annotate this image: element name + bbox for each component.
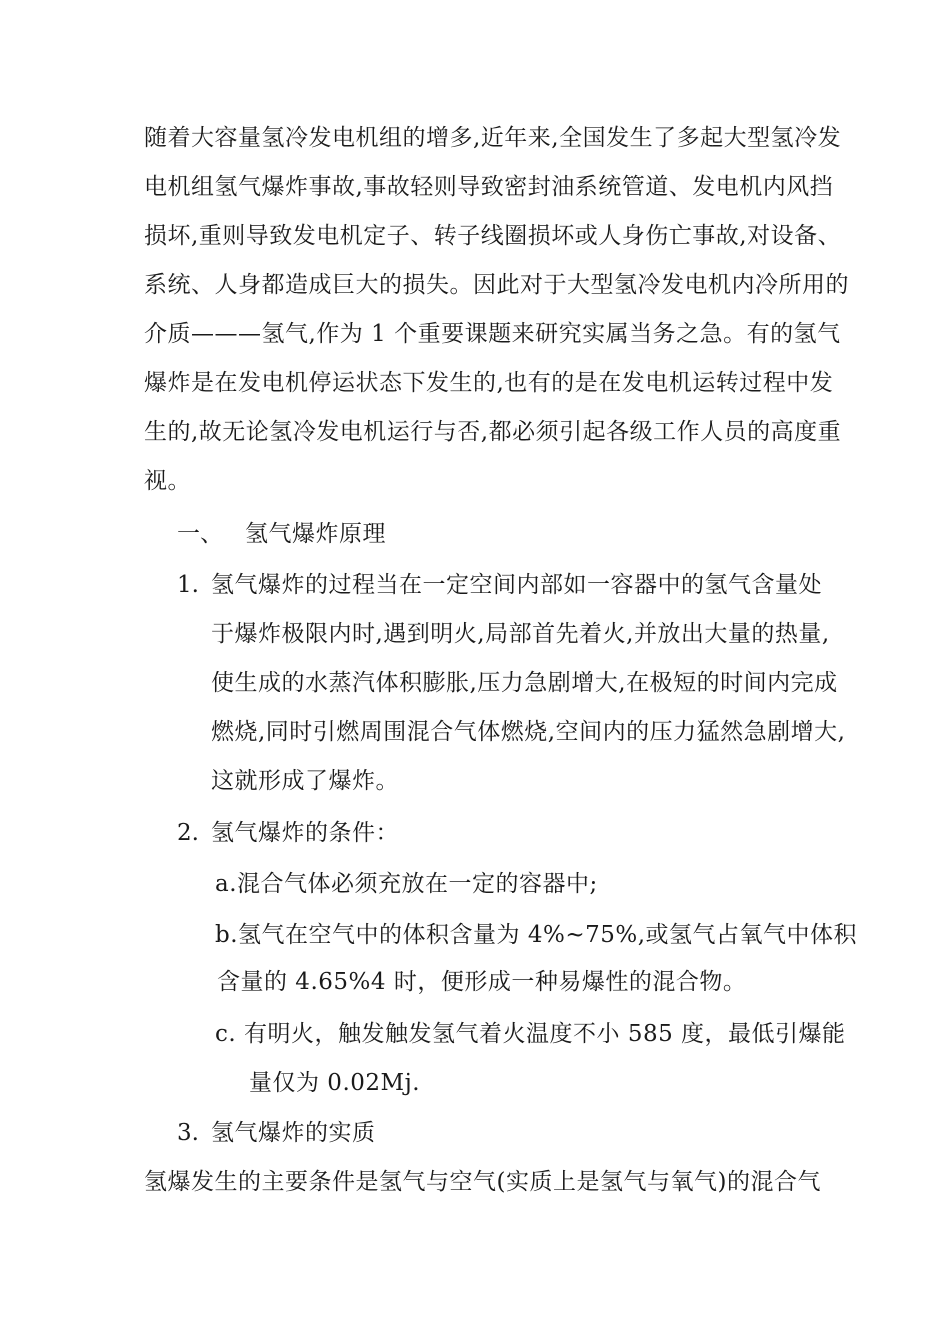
item-line: 氢气爆炸的过程当在一定空间内部如一容器中的氢气含量处 [211,572,822,598]
item-number: 3. [177,1120,199,1146]
item-number: 1. [177,572,199,598]
item-title: 氢气爆炸的实质 [211,1120,376,1146]
sub-item-c: 量仅为 0.02Mj. [249,1070,421,1096]
intro-line: 介质———氢气,作为 1 个重要课题来研究实属当务之急。有的氢气 [144,321,841,347]
section-number: 一、 [177,521,223,547]
intro-line: 随着大容量氢冷发电机组的增多,近年来,全国发生了多起大型氢冷发 [144,125,842,151]
section-title: 氢气爆炸原理 [245,521,386,547]
item-line: 使生成的水蒸汽体积膨胀,压力急剧增大,在极短的时间内完成 [211,670,838,696]
intro-line: 系统、人身都造成巨大的损失。因此对于大型氢冷发电机内冷所用的 [144,272,849,298]
item-line: 这就形成了爆炸。 [211,768,399,794]
sub-item-b: b.氢气在空气中的体积含量为 4%~75%,或氢气占氧气中体积 [215,922,858,948]
sub-item-a: a.混合气体必须充放在一定的容器中; [215,871,598,897]
intro-line: 损坏,重则导致发电机定子、转子线圈损坏或人身伤亡事故,对设备、 [144,223,842,249]
item-line: 燃烧,同时引燃周围混合气体燃烧,空间内的压力猛然急剧增大, [211,719,846,745]
intro-line: 爆炸是在发电机停运状态下发生的,也有的是在发电机运转过程中发 [144,370,834,396]
item-title: 氢气爆炸的条件： [211,820,399,846]
item-line: 于爆炸极限内时,遇到明火,局部首先着火,并放出大量的热量, [211,621,830,647]
item-number: 2. [177,820,199,846]
tail-line: 氢爆发生的主要条件是氢气与空气(实质上是氢气与氧气)的混合气 [144,1169,821,1195]
sub-item-b: 含量的 4.65%4 时，便形成一种易爆性的混合物。 [217,969,747,995]
intro-line: 视。 [144,468,191,494]
intro-line: 电机组氢气爆炸事故,事故轻则导致密封油系统管道、发电机内风挡 [144,174,834,200]
sub-item-c: c. 有明火，触发触发氢气着火温度不小 585 度，最低引爆能 [215,1021,846,1047]
intro-line: 生的,故无论氢冷发电机运行与否,都必须引起各级工作人员的高度重 [144,419,842,445]
